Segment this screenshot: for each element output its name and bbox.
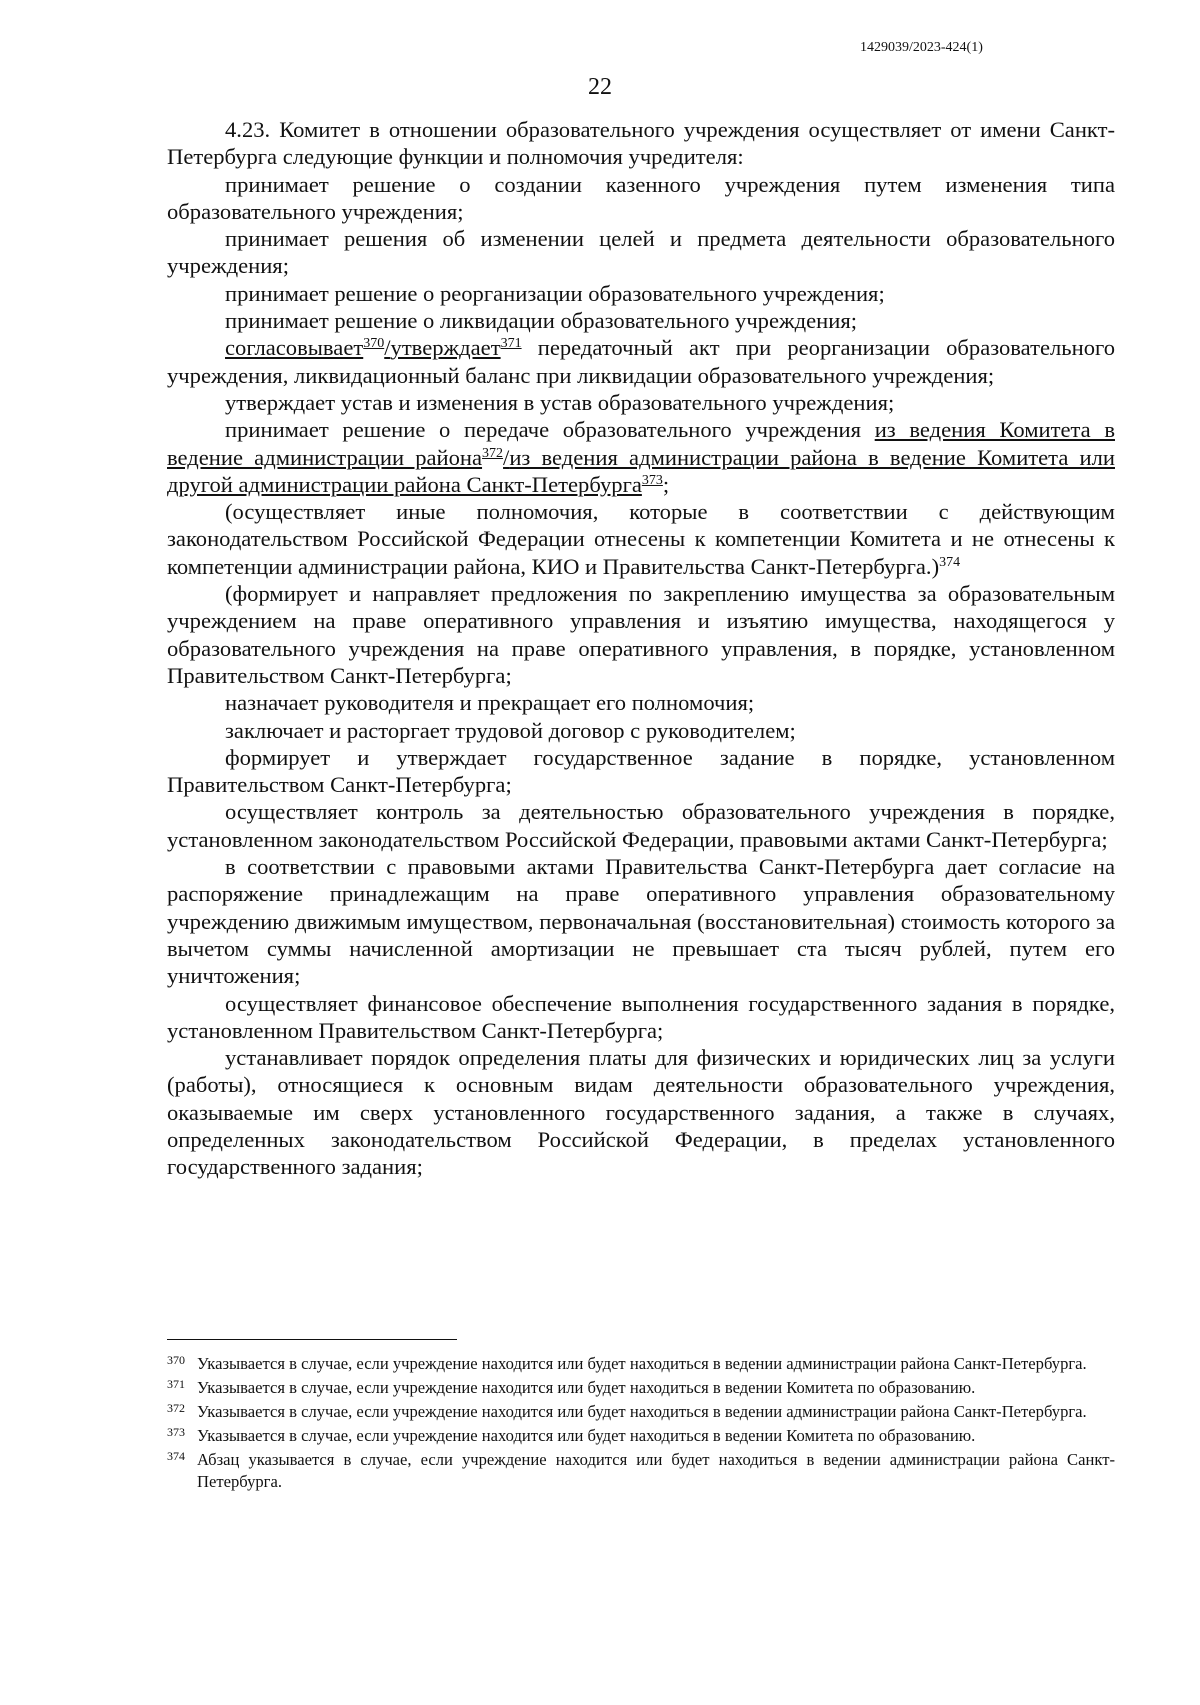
paragraph: формирует и утверждает государственное задание в порядке, установленном Правительством Санкт-Петербурга; — [167, 744, 1115, 798]
page-number: 22 — [588, 74, 612, 100]
footnotes — [167, 1353, 1115, 1495]
paragraph: принимает решение о реорганизации образовательного учреждения; — [225, 280, 885, 306]
footnote — [167, 1401, 1115, 1423]
footnote-ref-374: 374 — [939, 554, 961, 570]
paragraph: заключает и расторгает трудовой договор с руководителем; — [225, 717, 796, 743]
footnote-number: 371 — [167, 1377, 185, 1391]
slash: / — [384, 335, 391, 361]
paragraph-approval — [167, 334, 1115, 389]
paragraph: принимает решение о создании казенного учреждения путем изменения типа образовательного учреждения; — [167, 171, 1115, 224]
underlined-text: утверждает — [390, 335, 501, 361]
underlined-text: согласовывает — [225, 335, 364, 361]
footnote-number: 370 — [167, 1353, 185, 1367]
footnote-ref-371: 371 — [500, 336, 522, 352]
paragraph: (формирует и направляет предложения по закреплению имущества за образовательным учреждением на праве оперативного управления и изъятию имущества, находящегося у образовательного учреждения на праве оперативного управления, в порядке, установленном Правительством Санкт-Петербурга; — [167, 581, 1115, 688]
footnote-text: Указывается в случае, если учреждение находится или будет находиться в ведении администрации района Санкт-Петербурга. — [197, 1402, 1087, 1421]
footnote-text: Указывается в случае, если учреждение находится или будет находиться в ведении Комитета по образованию. — [197, 1378, 976, 1397]
paragraph: утверждает устав и изменения в устав образовательного учреждения; — [225, 389, 895, 415]
footnote — [167, 1353, 1115, 1375]
footnote-ref-372: 372 — [482, 445, 504, 461]
footnote-text: Указывается в случае, если учреждение находится или будет находиться в ведении Комитета по образованию. — [197, 1426, 976, 1445]
slash: / — [503, 444, 510, 470]
paragraph: в соответствии с правовыми актами Правительства Санкт-Петербурга дает согласие на распоряжение принадлежащим на праве оперативного управления образовательному учреждению движимым имуществом, первоначальная (восстановительная) стоимость которого за вычетом суммы начисленной амортизации не превышает ста тысяч рублей, путем его уничтожения; — [167, 854, 1115, 989]
footnote — [167, 1377, 1115, 1399]
paragraph-text: передаточный акт при реорганизации образовательного учреждения, ликвидационный баланс при ликвидации образовательного учреждения; — [167, 335, 1115, 388]
footnote-ref-370: 370 — [363, 336, 385, 352]
footnote-number: 372 — [167, 1401, 185, 1415]
paragraph-text: (осуществляет иные полномочия, которые в соответствии с действующим законодательством Российской Федерации отнесены к компетенции Комитета и не отнесены к компетенции администрации района, КИО и Правительства Санкт-Петербурга.) — [167, 499, 1115, 579]
footnote-text: Абзац указывается в случае, если учреждение находится или будет находиться в ведении администрации района Санкт-Петербурга. — [197, 1450, 1115, 1491]
paragraph-4-23: 4.23. Комитет в отношении образовательного учреждения осуществляет от имени Санкт-Петербурга следующие функции и полномочия учредителя: — [167, 117, 1115, 170]
footnote-ref-373: 373 — [641, 472, 663, 488]
paragraph-text: принимает решение о передаче образовательного учреждения — [225, 417, 875, 443]
footnote-number: 374 — [167, 1449, 185, 1463]
underlined-text: из ведения Комитета в ведение администрации района — [167, 417, 1115, 470]
paragraph-other-powers — [167, 498, 1115, 580]
footnote-number: 373 — [167, 1425, 185, 1439]
underlined-text: из ведения администрации района в ведение Комитета или другой администрации района Санкт-Петербурга — [167, 444, 1115, 497]
paragraph: принимает решения об изменении целей и предмета деятельности образовательного учреждения; — [167, 226, 1115, 279]
paragraph-text: ; — [662, 471, 670, 497]
paragraph: осуществляет контроль за деятельностью образовательного учреждения в порядке, установленном законодательством Российской Федерации, правовыми актами Санкт-Петербурга; — [167, 799, 1115, 852]
footnote-text: Указывается в случае, если учреждение находится или будет находиться в ведении администрации района Санкт-Петербурга. — [197, 1354, 1087, 1373]
paragraph: принимает решение о ликвидации образовательного учреждения; — [225, 308, 857, 334]
paragraph: устанавливает порядок определения платы для физических и юридических лиц за услуги (работы), относящиеся к основным видам деятельности образовательного учреждения, оказываемые им сверх установленного государственного задания, а также в случаях, определенных законодательством Российской Федерации, в пределах установленного государственного задания; — [167, 1045, 1115, 1180]
document-number: 1429039/2023-424(1) — [860, 40, 983, 55]
paragraph-transfer — [167, 416, 1115, 498]
document-body — [167, 116, 1115, 1181]
footnote — [167, 1425, 1115, 1447]
footnote-divider — [167, 1339, 457, 1340]
paragraph: осуществляет финансовое обеспечение выполнения государственного задания в порядке, установленном Правительством Санкт-Петербурга; — [167, 990, 1115, 1043]
footnote — [167, 1449, 1115, 1493]
paragraph: назначает руководителя и прекращает его полномочия; — [225, 690, 755, 716]
